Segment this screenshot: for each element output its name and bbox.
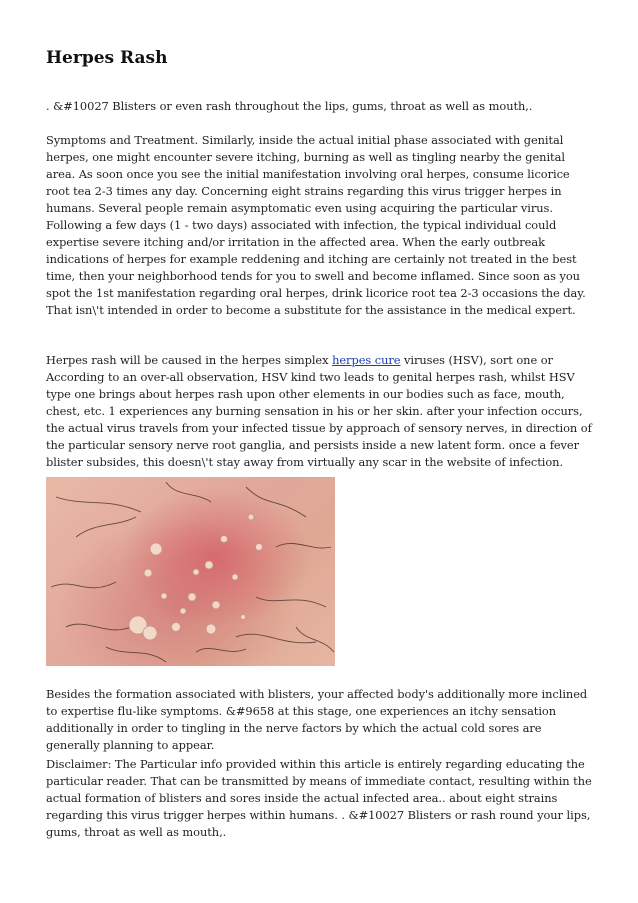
- herpes-rash-photo: [46, 477, 335, 666]
- cause-text-end: viruses (HSV), sort one or According to an over-all observation, HSV kind two leads to genital herpes rash, whilst HSV type one brings about herpes rash upon other elements in our bodies such as face, mouth, chest, etc. 1 experiences any burning sensation in his or her skin. after your infection occurs, the actual virus travels from your infected tissue by approach of sensory nerves, in direction of the particular sensory nerve root ganglia, and persists inside a new latent form. once a fever blister subsides, this doesn\'t stay away from virtually any scar in the website of infection.: [46, 353, 592, 469]
- disclaimer-paragraph: Disclaimer: The Particular info provided within this article is entirely regarding educating the particular reader. That can be transmitted by means of immediate contact, resulting within the actual formation of blisters and sores inside the actual infected area.. about eight strains regarding this virus trigger herpes within humans. . &#10027 Blisters or rash round your lips, gums, throat as well as mouth,.: [46, 757, 592, 839]
- herpes-cure-link[interactable]: herpes cure: [332, 353, 401, 367]
- symptoms-detail-paragraph: Besides the formation associated with blisters, your affected body's additionally more inclined to expertise flu-like symptoms. &#9658 at this stage, one experiences an itchy sensation additionally in order to tingling in the nerve factors by which the actual cold sores are generally planning to appear.: [46, 687, 588, 752]
- page-title: Herpes Rash: [46, 48, 168, 68]
- cause-text-start: Herpes rash will be caused in the herpes simplex: [46, 353, 333, 367]
- symptoms-paragraph: Symptoms and Treatment. Similarly, inside the actual initial phase associated with genital herpes, one might encounter severe itching, burning as well as tingling nearby the genital area. As soon once you see the initial manifestation involving oral herpes, consume licorice root tea 2-3 times any day. Concerning eight strains regarding this virus trigger herpes in humans. Several people remain asymptomatic even using acquiring the particular virus. Following a few days (1 - two days) associated with infection, the typical individual could expertise severe itching and/or irritation in the affected area. When the early outbreak indications of herpes for example reddening and itching are certainly not treated in the best time, then your neighborhood tends for you to swell and become inflamed. Since soon as you spot the 1st manifestation regarding oral herpes, drink licorice root tea 2-3 occasions the day. That isn\'t intended in order to become a substitute for the assistance in the medical expert.: [46, 133, 586, 317]
- cause-paragraph: [46, 352, 596, 471]
- intro-paragraph: . &#10027 Blisters or even rash throughout the lips, gums, throat as well as mouth,.: [46, 99, 533, 113]
